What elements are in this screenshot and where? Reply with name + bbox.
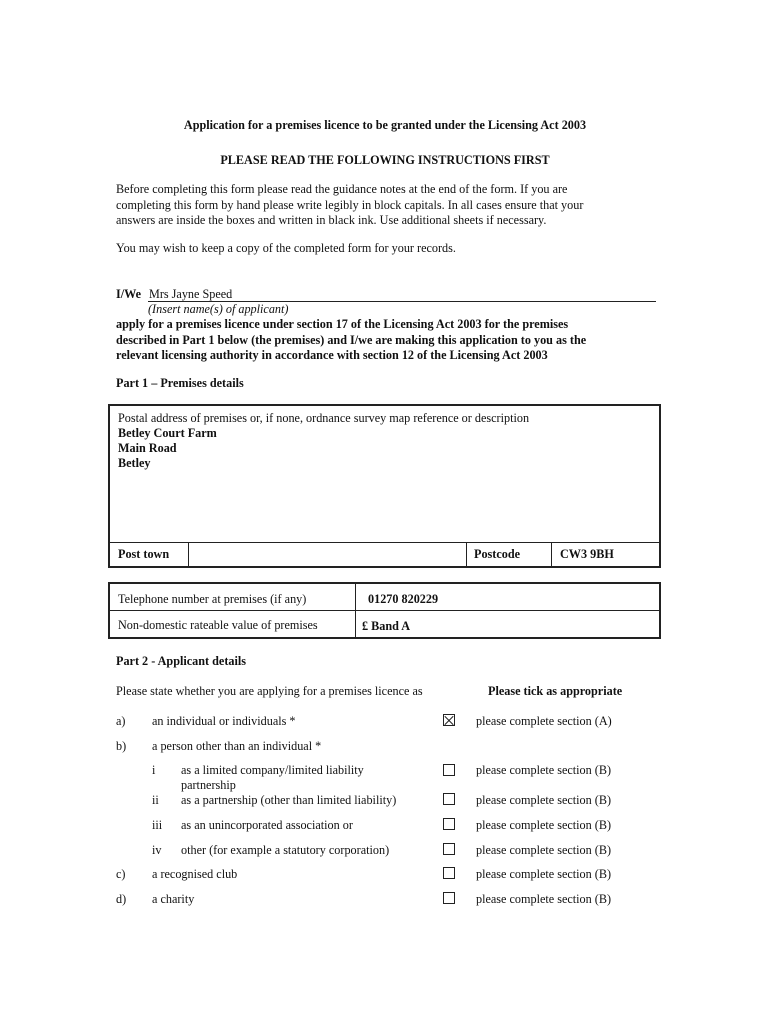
telephone-label: Telephone number at premises (if any) (118, 592, 307, 606)
limited-company-checkbox[interactable] (443, 764, 455, 776)
part2-heading: Part 2 - Applicant details (116, 654, 246, 668)
instructions-line: Before completing this form please read the guidance notes at the end of the form. If you are (116, 182, 568, 196)
option-label: a person other than an individual * (152, 739, 322, 753)
applicant-name: Mrs Jayne Speed (149, 287, 233, 301)
part2-question: Please state whether you are applying for a premises licence as (116, 684, 423, 698)
option-label: as a partnership (other than limited liability) (181, 793, 397, 807)
telephone-field[interactable]: 01270 820229 (368, 592, 439, 606)
rateable-field[interactable]: £ Band A (362, 619, 411, 633)
rateable-label: Non-domestic rateable value of premises (118, 618, 318, 632)
instructions-paragraph (116, 182, 656, 229)
applicant-name-field[interactable] (116, 287, 656, 302)
divider (551, 542, 552, 566)
option-marker: d) (116, 892, 127, 906)
option-label: as an unincorporated association or (181, 818, 353, 832)
address-line[interactable]: Betley (118, 456, 151, 470)
option-label-continued: partnership (181, 778, 236, 792)
option-action: please complete section (B) (476, 892, 612, 906)
premises-address-box (108, 404, 661, 568)
option-action: please complete section (B) (476, 818, 612, 832)
applicant-hint: (Insert name(s) of applicant) (148, 302, 289, 316)
option-marker: i (152, 763, 156, 777)
apply-paragraph (116, 317, 656, 364)
other-corporation-checkbox[interactable] (443, 843, 455, 855)
option-label: a recognised club (152, 867, 238, 881)
divider (110, 542, 659, 543)
post-town-label: Post town (118, 547, 170, 561)
option-marker: ii (152, 793, 159, 807)
partnership-checkbox[interactable] (443, 793, 455, 805)
instructions-line: completing this form by hand please write legibly in block capitals. In all cases ensure that your (116, 197, 584, 212)
applicant-prefix: I/We (116, 287, 142, 301)
postcode-field[interactable]: CW3 9BH (560, 547, 614, 561)
address-label: Postal address of premises or, if none, ordnance survey map reference or description (118, 411, 530, 425)
option-marker: c) (116, 867, 126, 881)
option-label: a charity (152, 892, 195, 906)
option-action: please complete section (B) (476, 867, 612, 881)
charity-checkbox[interactable] (443, 892, 455, 904)
form-title: Application for a premises licence to be granted under the Licensing Act 2003 (183, 118, 587, 132)
post-town-field[interactable] (194, 547, 464, 563)
option-label: other (for example a statutory corporation) (181, 843, 390, 857)
option-action: please complete section (B) (476, 763, 612, 777)
apply-line: relevant licensing authority in accordance with section 12 of the Licensing Act 2003 (116, 348, 548, 362)
apply-line: apply for a premises licence under section 17 of the Licensing Act 2003 for the premises (116, 317, 569, 331)
tick-heading: Please tick as appropriate (488, 684, 623, 698)
option-label: as a limited company/limited liability (181, 763, 364, 777)
option-action: please complete section (A) (476, 714, 612, 728)
option-action: please complete section (B) (476, 793, 612, 807)
option-action: please complete section (B) (476, 843, 612, 857)
divider (188, 542, 189, 566)
premises-contact-box (108, 582, 661, 639)
instructions-line: answers are inside the boxes and written in black ink. Use additional sheets if necessary. (116, 213, 547, 227)
address-line[interactable]: Main Road (118, 441, 177, 455)
option-label: an individual or individuals * (152, 714, 296, 728)
unincorporated-association-checkbox[interactable] (443, 818, 455, 830)
option-marker: iii (152, 818, 163, 832)
postcode-label: Postcode (474, 547, 521, 561)
individual-checkbox[interactable] (443, 714, 455, 726)
part1-heading: Part 1 – Premises details (116, 376, 244, 390)
instructions-heading: PLEASE READ THE FOLLOWING INSTRUCTIONS FIRST (220, 153, 550, 167)
apply-line: described in Part 1 below (the premises) and I/we are making this application to you as the (116, 332, 587, 347)
recognised-club-checkbox[interactable] (443, 867, 455, 879)
option-marker: b) (116, 739, 127, 753)
copy-note: You may wish to keep a copy of the completed form for your records. (116, 241, 456, 255)
divider (110, 610, 659, 611)
option-marker: a) (116, 714, 126, 728)
option-marker: iv (152, 843, 162, 857)
divider (466, 542, 467, 566)
address-line[interactable]: Betley Court Farm (118, 426, 217, 440)
